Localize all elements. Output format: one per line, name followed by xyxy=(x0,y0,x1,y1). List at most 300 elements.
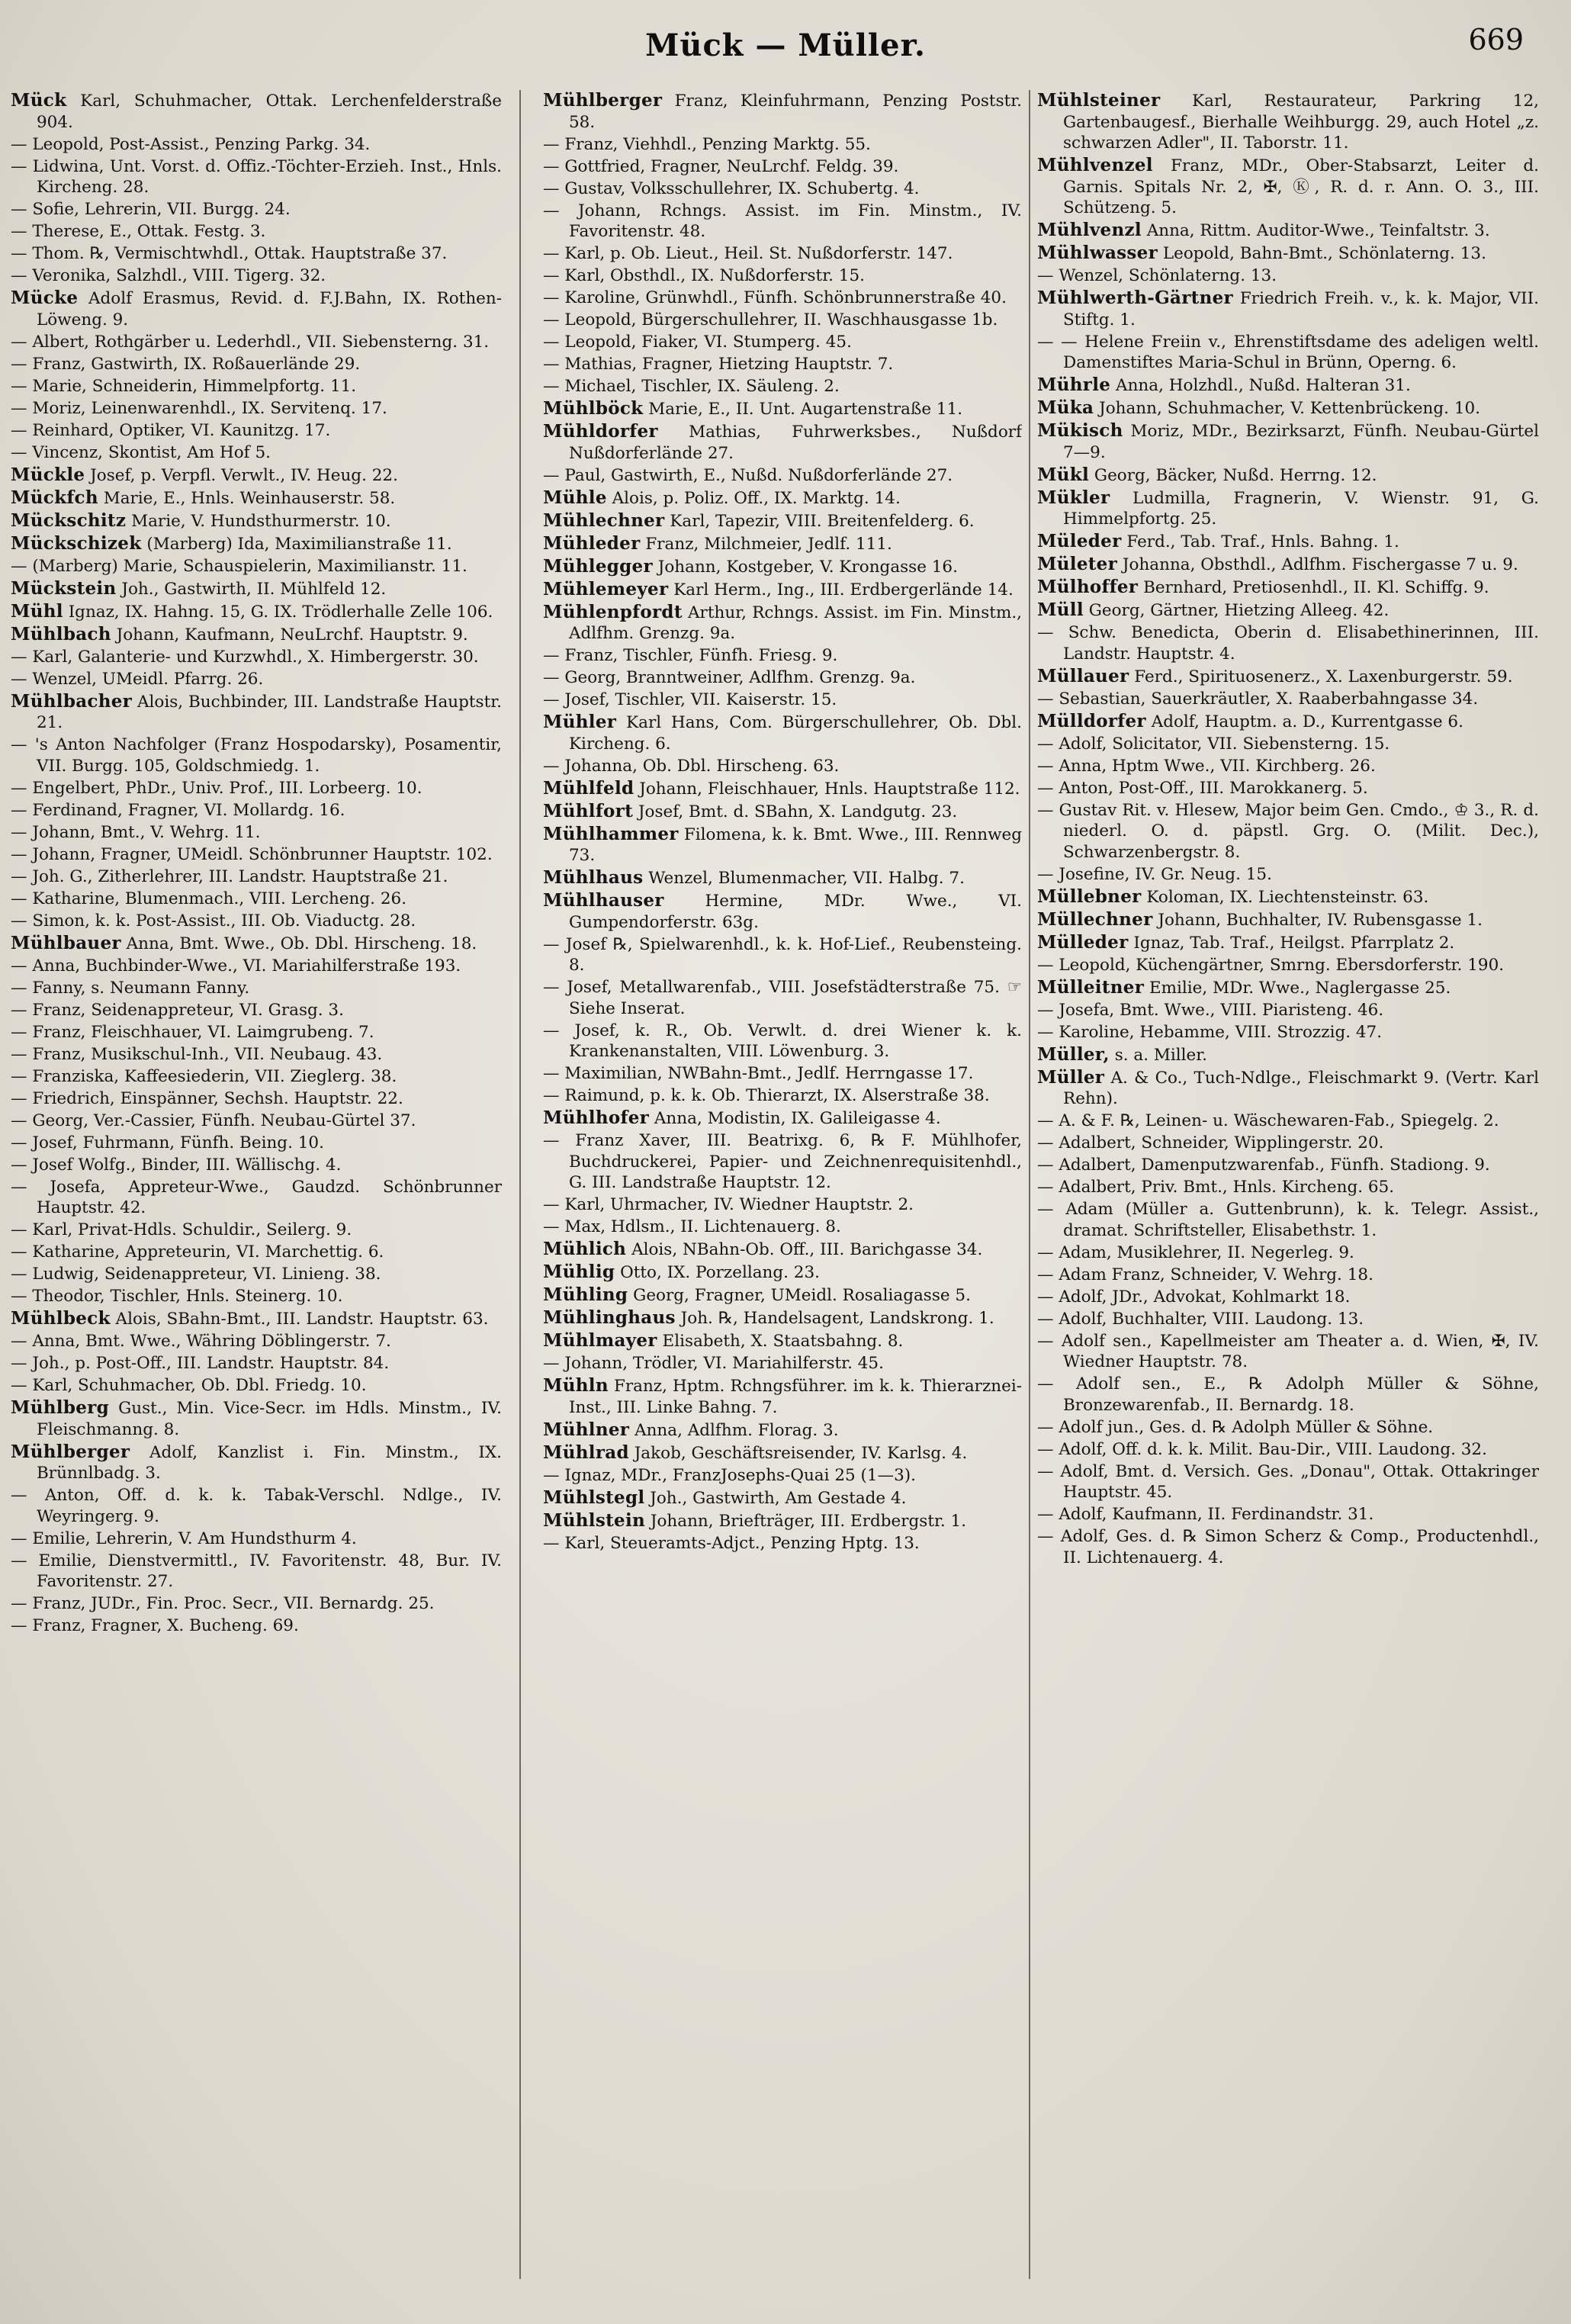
entry-text: — Mathias, Fragner, Hietzing Hauptstr. 7. xyxy=(543,355,894,374)
column-3 xyxy=(1037,90,1539,2302)
directory-entry xyxy=(1037,1111,1539,1132)
directory-entry xyxy=(543,778,1022,800)
entry-text: Karl, Restaurateur, Parkring 12, Gartenbaugesf., Bierhalle Weihburgg. 29, auch Hotel „z. schwarzen Adler", II. Taborstr. 11. xyxy=(1063,92,1539,153)
directory-entry xyxy=(11,1397,502,1440)
entry-text: — Marie, Schneiderin, Himmelpfortg. 11. xyxy=(11,376,357,396)
entry-text: — (Marberg) Marie, Schauspielerin, Maximilianstr. 11. xyxy=(11,556,467,576)
directory-entry xyxy=(11,332,502,353)
entry-text: — Karl, Obsthdl., IX. Nußdorferstr. 15. xyxy=(543,266,865,285)
directory-entry xyxy=(1037,864,1539,886)
entry-surname: Mühlberger xyxy=(543,90,663,111)
entry-text: Joh. ℞, Handelsagent, Landskrong. 1. xyxy=(680,1309,994,1328)
entry-surname: Mükler xyxy=(1037,487,1110,508)
directory-entry xyxy=(11,1066,502,1088)
entry-text: — Raimund, p. k. k. Ob. Thierarzt, IX. Alserstraße 38. xyxy=(543,1086,990,1105)
entry-text: — Karl, Schuhmacher, Ob. Dbl. Friedg. 10. xyxy=(11,1376,367,1395)
directory-entry xyxy=(11,866,502,888)
directory-entry xyxy=(11,1442,502,1484)
entry-surname: Mühlfort xyxy=(543,800,634,821)
directory-entry xyxy=(1037,1374,1539,1416)
entry-text: Ignaz, IX. Hahng. 15, G. IX. Trödlerhalle Zelle 106. xyxy=(68,602,493,622)
entry-text: (Marberg) Ida, Maximilianstraße 11. xyxy=(146,534,452,554)
entry-text: Anna, Bmt. Wwe., Ob. Dbl. Hirscheng. 18. xyxy=(126,934,477,953)
directory-entry xyxy=(543,1375,1022,1418)
entry-surname: Mühldorfer xyxy=(543,421,658,442)
directory-entry xyxy=(11,398,502,419)
entry-text: — Josef ℞, Spielwarenhdl., k. k. Hof-Lief., Reubensteing. 8. xyxy=(543,934,1022,975)
entry-surname: Mührle xyxy=(1037,374,1111,395)
entry-surname: Müllauer xyxy=(1037,665,1129,686)
directory-entry xyxy=(11,624,502,646)
directory-entry xyxy=(11,734,502,776)
entry-text: — Adolf, Kaufmann, II. Ferdinandstr. 31. xyxy=(1037,1505,1374,1524)
entry-text: Georg, Fragner, UMeidl. Rosaliagasse 5. xyxy=(633,1286,971,1305)
entry-text: — Adalbert, Schneider, Wipplingerstr. 20. xyxy=(1037,1133,1384,1152)
entry-text: Josef, p. Verpfl. Verwlt., IV. Heug. 22. xyxy=(90,465,398,485)
directory-entry xyxy=(11,199,502,220)
directory-entry xyxy=(1037,711,1539,733)
entry-text: Ludmilla, Fragnerin, V. Wienstr. 91, G. Himmelpfortg. 25. xyxy=(1063,488,1539,529)
entry-text: — Max, Hdlsm., II. Lichtenauerg. 8. xyxy=(543,1217,841,1236)
page-header xyxy=(0,23,1571,73)
directory-entry xyxy=(11,978,502,999)
entry-text: — Franz, Fragner, X. Bucheng. 69. xyxy=(11,1616,299,1635)
entry-surname: Mühlegger xyxy=(543,555,653,577)
entry-surname: Mück xyxy=(11,90,67,111)
directory-entry xyxy=(543,824,1022,866)
directory-entry xyxy=(543,288,1022,309)
entry-surname: Müllechner xyxy=(1037,908,1153,930)
directory-entry xyxy=(1037,1526,1539,1568)
directory-entry xyxy=(543,510,1022,532)
entry-text: — Sebastian, Sauerkräutler, X. Raaberbahngasse 34. xyxy=(1037,689,1479,709)
directory-entry xyxy=(1037,155,1539,219)
directory-entry xyxy=(543,1262,1022,1284)
entry-text: — Michael, Tischler, IX. Säuleng. 2. xyxy=(543,377,840,396)
entry-text: Karl Hans, Com. Bürgerschullehrer, Ob. Dbl. Kircheng. 6. xyxy=(569,713,1022,754)
directory-entry xyxy=(1037,1417,1539,1438)
entry-surname: Mülleitner xyxy=(1037,976,1145,998)
entry-surname: Mühlbeck xyxy=(11,1308,111,1329)
entry-text: Koloman, IX. Liechtensteinstr. 63. xyxy=(1146,887,1429,907)
directory-entry xyxy=(11,1111,502,1132)
entry-surname: Mühlfeld xyxy=(543,777,635,799)
entry-text: — Josefa, Bmt. Wwe., VIII. Piaristeng. 46. xyxy=(1037,1000,1384,1020)
entry-text: — Wenzel, UMeidl. Pfarrg. 26. xyxy=(11,669,264,689)
directory-entry xyxy=(1037,622,1539,664)
directory-entry xyxy=(11,420,502,442)
entry-text: — Gustav Rit. v. Hlesew, Major beim Gen. Cmdo., ♔ 3., R. d. niederl. O. d. päpstl. Grg. O. (Milit. Dec.), Schwarzenbergstr. 8. xyxy=(1037,800,1539,862)
directory-entry xyxy=(11,1615,502,1637)
directory-entry xyxy=(11,1242,502,1263)
entry-text: — Adolf, Off. d. k. k. Milit. Bau-Dir., VIII. Laudong. 32. xyxy=(1037,1439,1487,1459)
directory-entry xyxy=(1037,689,1539,710)
directory-entry xyxy=(11,669,502,690)
directory-entry xyxy=(11,243,502,265)
directory-entry xyxy=(1037,800,1539,863)
entry-text: — Lidwina, Unt. Vorst. d. Offiz.-Töchter-Erzieh. Inst., Hnls. Kircheng. 28. xyxy=(11,156,502,197)
entry-text: Emilie, MDr. Wwe., Naglergasse 25. xyxy=(1149,978,1451,998)
directory-entry xyxy=(11,1353,502,1374)
entry-text: — Paul, Gastwirth, E., Nußd. Nußdorferlände 27. xyxy=(543,465,953,485)
entry-text: — Katharine, Blumenmach., VIII. Lercheng. 26. xyxy=(11,889,407,908)
directory-entry xyxy=(543,354,1022,375)
directory-entry xyxy=(1037,220,1539,242)
entry-surname: Müller xyxy=(1037,1066,1105,1088)
entry-text: — Katharine, Appreteurin, VI. Marchettig. 6. xyxy=(11,1242,384,1262)
entry-text: Johanna, Obsthdl., Adlfhm. Fischergasse 7 u. 9. xyxy=(1122,555,1518,574)
directory-entry xyxy=(543,90,1022,133)
entry-surname: Mühlhofer xyxy=(543,1107,650,1128)
entry-surname: Müller, xyxy=(1037,1043,1110,1065)
directory-entry xyxy=(11,933,502,955)
directory-entry xyxy=(1037,397,1539,419)
directory-entry xyxy=(1037,332,1539,374)
entry-text: — Moriz, Leinenwarenhdl., IX. Servitenq. 17. xyxy=(11,398,387,418)
entry-surname: Mühlwerth-Gärtner xyxy=(1037,288,1233,308)
directory-entry xyxy=(543,712,1022,754)
directory-entry xyxy=(11,1000,502,1021)
entry-text: — Veronika, Salzhdl., VIII. Tigerg. 32. xyxy=(11,266,326,285)
entry-text: — Karl, p. Ob. Lieut., Heil. St. Nußdorferstr. 147. xyxy=(543,244,953,263)
directory-entry xyxy=(543,977,1022,1019)
entry-text: — Josef, Tischler, VII. Kaiserstr. 15. xyxy=(543,690,837,709)
directory-entry xyxy=(11,1088,502,1110)
entry-text: Johann, Kaufmann, NeuLrchf. Hauptstr. 9. xyxy=(116,625,468,644)
directory-entry xyxy=(543,1330,1022,1352)
directory-entry xyxy=(11,778,502,799)
entry-text: Franz, Kleinfuhrmann, Penzing Poststr. 58. xyxy=(569,92,1022,132)
entry-text: — Theodor, Tischler, Hnls. Steinerg. 10. xyxy=(11,1287,343,1306)
directory-entry xyxy=(1037,1331,1539,1373)
entry-surname: Mühlemeyer xyxy=(543,578,669,599)
entry-text: — Leopold, Bürgerschullehrer, II. Waschhausgasse 1b. xyxy=(543,310,998,329)
entry-surname: Mühlberg xyxy=(11,1397,109,1418)
directory-entry xyxy=(1037,554,1539,576)
directory-entry xyxy=(1037,778,1539,799)
entry-surname: Mülhoffer xyxy=(1037,577,1139,597)
entry-text: Anna, Modistin, IX. Galileigasse 4. xyxy=(654,1109,941,1128)
entry-text: Marie, E., Hnls. Weinhauserstr. 58. xyxy=(103,488,396,508)
entry-text: — Ferdinand, Fragner, VI. Mollardg. 16. xyxy=(11,800,345,820)
directory-entry xyxy=(543,934,1022,976)
directory-entry xyxy=(1037,734,1539,755)
entry-text: — Johann, Trödler, VI. Mariahilferstr. 45. xyxy=(543,1354,884,1373)
entry-text: Anna, Holzhdl., Nußd. Halteran 31. xyxy=(1116,376,1411,395)
directory-entry xyxy=(543,1130,1022,1194)
column-divider xyxy=(1029,90,1030,2279)
entry-surname: Mülldorfer xyxy=(1037,710,1146,731)
directory-entry xyxy=(543,487,1022,509)
entry-text: — Leopold, Küchengärtner, Smrng. Ebersdorferstr. 190. xyxy=(1037,955,1505,975)
directory-entry xyxy=(543,1353,1022,1374)
entry-text: — Simon, k. k. Post-Assist., III. Ob. Viaductg. 28. xyxy=(11,911,416,931)
entry-text: — Franz, Tischler, Fünfh. Friesg. 9. xyxy=(543,646,838,665)
directory-entry xyxy=(11,1375,502,1397)
entry-text: — Joh., p. Post-Off., III. Landstr. Hauptstr. 84. xyxy=(11,1354,390,1373)
entry-text: Alois, Buchbinder, III. Landstraße Hauptstr. 21. xyxy=(37,692,502,732)
directory-entry xyxy=(11,134,502,156)
entry-text: Anna, Rittm. Auditor-Wwe., Teinfaltstr. 3. xyxy=(1146,221,1490,240)
entry-text: — Johanna, Ob. Dbl. Hirscheng. 63. xyxy=(543,756,840,776)
entry-text: Bernhard, Pretiosenhdl., II. Kl. Schiffg. 9. xyxy=(1143,578,1489,597)
entry-text: — Leopold, Fiaker, VI. Stumperg. 45. xyxy=(543,333,852,352)
directory-entry xyxy=(1037,1309,1539,1330)
directory-entry xyxy=(1037,932,1539,954)
entry-text: — Karl, Galanterie- und Kurzwhdl., X. Himbergerstr. 30. xyxy=(11,647,479,667)
entry-text: Joh., Gastwirth, II. Mühlfeld 12. xyxy=(121,579,387,599)
directory-entry xyxy=(543,134,1022,156)
entry-surname: Mühlhaus xyxy=(543,867,644,888)
directory-entry xyxy=(11,487,502,509)
entry-text: Alois, NBahn-Ob. Off., III. Barichgasse 34. xyxy=(631,1240,983,1259)
directory-entry xyxy=(1037,487,1539,530)
entry-text: — Adolf, JDr., Advokat, Kohlmarkt 18. xyxy=(1037,1287,1351,1307)
directory-entry xyxy=(543,1419,1022,1442)
directory-entry xyxy=(543,265,1022,287)
directory-entry xyxy=(11,464,502,487)
directory-entry xyxy=(1037,1155,1539,1176)
entry-text: — Franz, Fleischhauer, VI. Laimgrubeng. 7. xyxy=(11,1022,374,1042)
entry-text: — Sofie, Lehrerin, VII. Burgg. 24. xyxy=(11,200,291,219)
directory-entry xyxy=(1037,1504,1539,1525)
entry-surname: Mükl xyxy=(1037,464,1090,485)
entry-text: s. a. Miller. xyxy=(1114,1045,1207,1065)
entry-text: — Karl, Uhrmacher, IV. Wiedner Hauptstr. 2. xyxy=(543,1195,914,1214)
entry-text: Johann, Schuhmacher, V. Kettenbrückeng. 10. xyxy=(1099,399,1481,418)
entry-text: — Georg, Ver.-Cassier, Fünfh. Neubau-Gürtel 37. xyxy=(11,1111,416,1130)
entry-text: — Albert, Rothgärber u. Lederhdl., VII. Siebensterng. 31. xyxy=(11,332,490,352)
entry-text: — Franz, Viehhdl., Penzing Marktg. 55. xyxy=(543,134,871,154)
entry-text: — Josefa, Appreteur-Wwe., Gaudzd. Schönbrunner Hauptstr. 42. xyxy=(11,1177,502,1217)
directory-entry xyxy=(11,1155,502,1176)
directory-entry xyxy=(543,1284,1022,1307)
entry-text: Johann, Fleischhauer, Hnls. Hauptstraße 112. xyxy=(639,779,1020,799)
directory-entry xyxy=(543,890,1022,933)
entry-text: — Josef, Fuhrmann, Fünfh. Being. 10. xyxy=(11,1133,324,1152)
entry-text: — Karl, Privat-Hdls. Schuldir., Seilerg. 9. xyxy=(11,1220,352,1239)
entry-text: Marie, E., II. Unt. Augartenstraße 11. xyxy=(648,400,963,419)
directory-entry xyxy=(11,844,502,866)
directory-entry xyxy=(543,465,1022,487)
directory-entry xyxy=(543,1307,1022,1329)
directory-entry xyxy=(11,601,502,623)
directory-entry xyxy=(1037,1067,1539,1110)
entry-text: — Ignaz, MDr., FranzJosephs-Quai 25 (1—3). xyxy=(543,1465,916,1485)
entry-surname: Mühlig xyxy=(543,1262,615,1282)
entry-surname: Mühlstein xyxy=(543,1509,646,1531)
entry-text: Leopold, Bahn-Bmt., Schönlaterng. 13. xyxy=(1162,244,1486,263)
entry-text: — — Helene Freiin v., Ehrenstiftsdame des adeligen weltl. Damenstiftes Maria-Schul in Brünn, Operng. 6. xyxy=(1037,332,1539,372)
entry-text: — Friedrich, Einspänner, Sechsh. Hauptstr. 22. xyxy=(11,1088,403,1108)
entry-text: Marie, V. Hundsthurmerstr. 10. xyxy=(131,511,391,531)
entry-text: — Ludwig, Seidenappreteur, VI. Linieng. 38. xyxy=(11,1265,381,1284)
entry-text: — Karoline, Grünwhdl., Fünfh. Schönbrunnerstraße 40. xyxy=(543,288,1007,307)
entry-surname: Mühlinghaus xyxy=(543,1307,676,1328)
directory-entry xyxy=(11,1308,502,1330)
directory-entry xyxy=(11,956,502,977)
directory-entry xyxy=(1037,599,1539,622)
directory-entry xyxy=(11,221,502,243)
entry-text: — Georg, Branntweiner, Adlfhm. Grenzg. 9a. xyxy=(543,668,916,687)
directory-entry xyxy=(1037,288,1539,330)
entry-surname: Müka xyxy=(1037,397,1094,418)
directory-entry xyxy=(1037,531,1539,553)
entry-text: Otto, IX. Porzellang. 23. xyxy=(620,1263,821,1282)
directory-entry xyxy=(543,1194,1022,1216)
entry-text: — Adolf, Bmt. d. Versich. Ges. „Donau", Ottak. Ottakringer Hauptstr. 45. xyxy=(1037,1461,1539,1502)
directory-entry xyxy=(543,1239,1022,1261)
directory-entry xyxy=(543,1533,1022,1554)
entry-text: — Joh. G., Zitherlehrer, III. Landstr. Hauptstraße 21. xyxy=(11,866,448,886)
entry-surname: Mühlenpfordt xyxy=(543,601,683,622)
entry-text: — Maximilian, NWBahn-Bmt., Jedlf. Herrngasse 17. xyxy=(543,1064,974,1083)
page-number: 669 xyxy=(1468,23,1524,56)
entry-surname: Mühlbauer xyxy=(11,932,121,953)
entry-surname: Mülleder xyxy=(1037,931,1129,953)
entry-text: — Adolf sen., Kapellmeister am Theater a. d. Wien, ✠, IV. Wiedner Hauptstr. 78. xyxy=(1037,1331,1539,1371)
entry-surname: Müleder xyxy=(1037,531,1122,551)
entry-surname: Mühlechner xyxy=(543,509,665,531)
entry-text: Franz, MDr., Ober-Stabsarzt, Leiter d. Garnis. Spitals Nr. 2, ✠, Ⓚ, R. d. r. Ann. O. 3., III. Schützeng. 5. xyxy=(1063,156,1539,217)
entry-text: — Franziska, Kaffeesiederin, VII. Zieglerg. 38. xyxy=(11,1066,397,1086)
directory-entry xyxy=(11,578,502,600)
entry-text: Filomena, k. k. Bmt. Wwe., III. Rennweg 73. xyxy=(569,824,1022,865)
directory-entry xyxy=(1037,464,1539,487)
entry-text: — Anton, Off. d. k. k. Tabak-Verschl. Ndlge., IV. Weyringerg. 9. xyxy=(11,1486,502,1526)
entry-text: Alois, SBahn-Bmt., III. Landstr. Hauptstr. 63. xyxy=(115,1310,489,1329)
directory-entry xyxy=(1037,265,1539,287)
directory-entry xyxy=(11,556,502,577)
directory-entry xyxy=(543,1085,1022,1107)
entry-text: — Adalbert, Damenputzwarenfab., Fünfh. Stadiong. 9. xyxy=(1037,1156,1490,1175)
entry-text: — 's Anton Nachfolger (Franz Hospodarsky), Posamentir, VII. Burgg. 105, Goldschmiedg. 1. xyxy=(11,735,502,776)
entry-surname: Mühleder xyxy=(543,532,641,554)
directory-entry xyxy=(543,1217,1022,1238)
entry-surname: Mückfch xyxy=(11,487,98,508)
entry-text: — Emilie, Dienstvermittl., IV. Favoritenstr. 48, Bur. IV. Favoritenstr. 27. xyxy=(11,1551,502,1591)
entry-text: Johann, Kostgeber, V. Krongasse 16. xyxy=(657,557,958,577)
entry-surname: Mühler xyxy=(543,712,617,732)
directory-entry xyxy=(11,1044,502,1066)
directory-entry xyxy=(1037,90,1539,154)
entry-text: — Leopold, Post-Assist., Penzing Parkg. 34. xyxy=(11,134,371,154)
directory-entry xyxy=(543,801,1022,823)
directory-entry xyxy=(543,556,1022,578)
directory-entry xyxy=(543,1487,1022,1509)
directory-entry xyxy=(11,1551,502,1593)
directory-entry xyxy=(543,667,1022,689)
entry-text: — Wenzel, Schönlaterng. 13. xyxy=(1037,266,1277,285)
entry-surname: Mücke xyxy=(11,288,79,308)
entry-text: Georg, Gärtner, Hietzing Alleeg. 42. xyxy=(1088,601,1389,620)
entry-text: — Adalbert, Priv. Bmt., Hnls. Kircheng. 65. xyxy=(1037,1178,1395,1197)
entry-text: — Gottfried, Fragner, NeuLrchf. Feldg. 39. xyxy=(543,156,899,176)
directory-entry xyxy=(543,867,1022,889)
entry-surname: Mühlvenzel xyxy=(1037,155,1153,175)
directory-entry xyxy=(543,201,1022,243)
directory-entry xyxy=(543,533,1022,555)
entry-text: Wenzel, Blumenmacher, VII. Halbg. 7. xyxy=(648,869,965,888)
directory-entry xyxy=(543,376,1022,397)
entry-surname: Mühlrad xyxy=(543,1442,629,1463)
entry-text: — Franz, JUDr., Fin. Proc. Secr., VII. Bernardg. 25. xyxy=(11,1594,435,1613)
entry-text: Karl, Schuhmacher, Ottak. Lerchenfelderstraße 904. xyxy=(37,92,502,132)
entry-surname: Mühln xyxy=(543,1375,609,1396)
entry-text: — Johann, Rchngs. Assist. im Fin. Minstm., IV. Favoritenstr. 48. xyxy=(543,201,1022,241)
entry-text: — Adolf sen., E., ℞ Adolph Müller & Söhne, Bronzewarenfab., II. Bernardg. 18. xyxy=(1037,1374,1539,1415)
entry-text: — Josefine, IV. Gr. Neug. 15. xyxy=(1037,864,1272,884)
entry-text: — Adolf jun., Ges. d. ℞ Adolph Müller & Söhne. xyxy=(1037,1417,1434,1437)
directory-entry xyxy=(11,354,502,375)
entry-surname: Mühlmayer xyxy=(543,1330,657,1351)
directory-entry xyxy=(1037,955,1539,976)
entry-text: — Josef, Metallwarenfab., VIII. Josefstädterstraße 75. ☞ Siehe Inserat. xyxy=(543,978,1022,1018)
entry-text: — Adam (Müller a. Guttenbrunn), k. k. Telegr. Assist., dramat. Schriftsteller, Elisabethstr. 1. xyxy=(1037,1200,1539,1240)
entry-surname: Mühlhammer xyxy=(543,823,679,844)
column-2 xyxy=(543,90,1022,2302)
directory-entry xyxy=(1037,1044,1539,1066)
directory-entry xyxy=(11,1528,502,1550)
entry-text: — Anna, Buchbinder-Wwe., VI. Mariahilferstraße 193. xyxy=(11,956,461,976)
directory-entry xyxy=(11,822,502,844)
entry-text: — Josef Wolfg., Binder, III. Wällischg. 4. xyxy=(11,1155,342,1175)
directory-entry xyxy=(543,1021,1022,1062)
directory-entry xyxy=(11,90,502,133)
entry-text: Jakob, Geschäftsreisender, IV. Karlsg. 4. xyxy=(634,1443,968,1463)
column-1 xyxy=(11,90,502,2302)
directory-entry xyxy=(11,1220,502,1241)
entry-text: Mathias, Fuhrwerksbes., Nußdorf Nußdorferlände 27. xyxy=(569,423,1022,463)
entry-text: — Franz, Seidenappreteur, VI. Grasg. 3. xyxy=(11,1000,344,1020)
directory-entry xyxy=(11,533,502,555)
directory-entry xyxy=(11,442,502,464)
entry-text: A. & Co., Tuch-Ndlge., Fleischmarkt 9. (Vertr. Karl Rehn). xyxy=(1063,1068,1539,1108)
directory-entry xyxy=(1037,1287,1539,1308)
directory-entry xyxy=(1037,1461,1539,1503)
entry-surname: Mückschizek xyxy=(11,532,142,554)
entry-text: Friedrich Freih. v., k. k. Major, VII. Stiftg. 1. xyxy=(1063,289,1539,329)
entry-text: Franz, Milchmeier, Jedlf. 111. xyxy=(645,534,892,554)
directory-entry xyxy=(543,310,1022,331)
directory-entry xyxy=(11,1177,502,1219)
entry-text: — Anna, Hptm Wwe., VII. Kirchberg. 26. xyxy=(1037,756,1376,776)
entry-text: — Franz Xaver, III. Beatrixg. 6, ℞ F. Mühlhofer, Buchdruckerei, Papier- und Zeichnenrequisitenhdl., G. III. Landstraße Hauptstr. 12. xyxy=(543,1131,1022,1192)
entry-surname: Mühlstegl xyxy=(543,1487,645,1508)
entry-surname: Müllebner xyxy=(1037,886,1142,907)
entry-text: — Adam Franz, Schneider, V. Wehrg. 18. xyxy=(1037,1265,1373,1284)
directory-entry xyxy=(11,911,502,932)
entry-text: — Reinhard, Optiker, VI. Kaunitzg. 17. xyxy=(11,420,331,440)
entry-text: Georg, Bäcker, Nußd. Herrng. 12. xyxy=(1094,465,1377,485)
directory-entry xyxy=(1037,1000,1539,1021)
entry-text: — Schw. Benedicta, Oberin d. Elisabethinerinnen, III. Landstr. Hauptstr. 4. xyxy=(1037,623,1539,664)
directory-entry xyxy=(11,156,502,198)
entry-text: Ferd., Spirituosenerz., X. Laxenburgerstr. 59. xyxy=(1134,667,1513,686)
entry-text: Joh., Gastwirth, Am Gestade 4. xyxy=(650,1488,907,1508)
directory-entry xyxy=(543,579,1022,601)
entry-text: — Adolf, Ges. d. ℞ Simon Scherz & Comp., Productenhdl., II. Lichtenauerg. 4. xyxy=(1037,1527,1539,1567)
directory-entry xyxy=(1037,909,1539,931)
entry-text: — Emilie, Lehrerin, V. Am Hundsthurm 4. xyxy=(11,1528,357,1548)
column-divider xyxy=(519,90,521,2279)
entry-text: Adolf, Kanzlist i. Fin. Minstm., IX. Brünnlbadg. 3. xyxy=(37,1442,502,1483)
entry-surname: Mühlbach xyxy=(11,623,111,644)
directory-entry xyxy=(1037,1177,1539,1198)
entry-surname: Mühling xyxy=(543,1284,628,1305)
entry-text: Franz, Hptm. Rchngsführer. im k. k. Thierarznei-Inst., III. Linke Bahng. 7. xyxy=(569,1377,1022,1417)
entry-text: — Engelbert, PhDr., Univ. Prof., III. Lorbeerg. 10. xyxy=(11,778,422,798)
